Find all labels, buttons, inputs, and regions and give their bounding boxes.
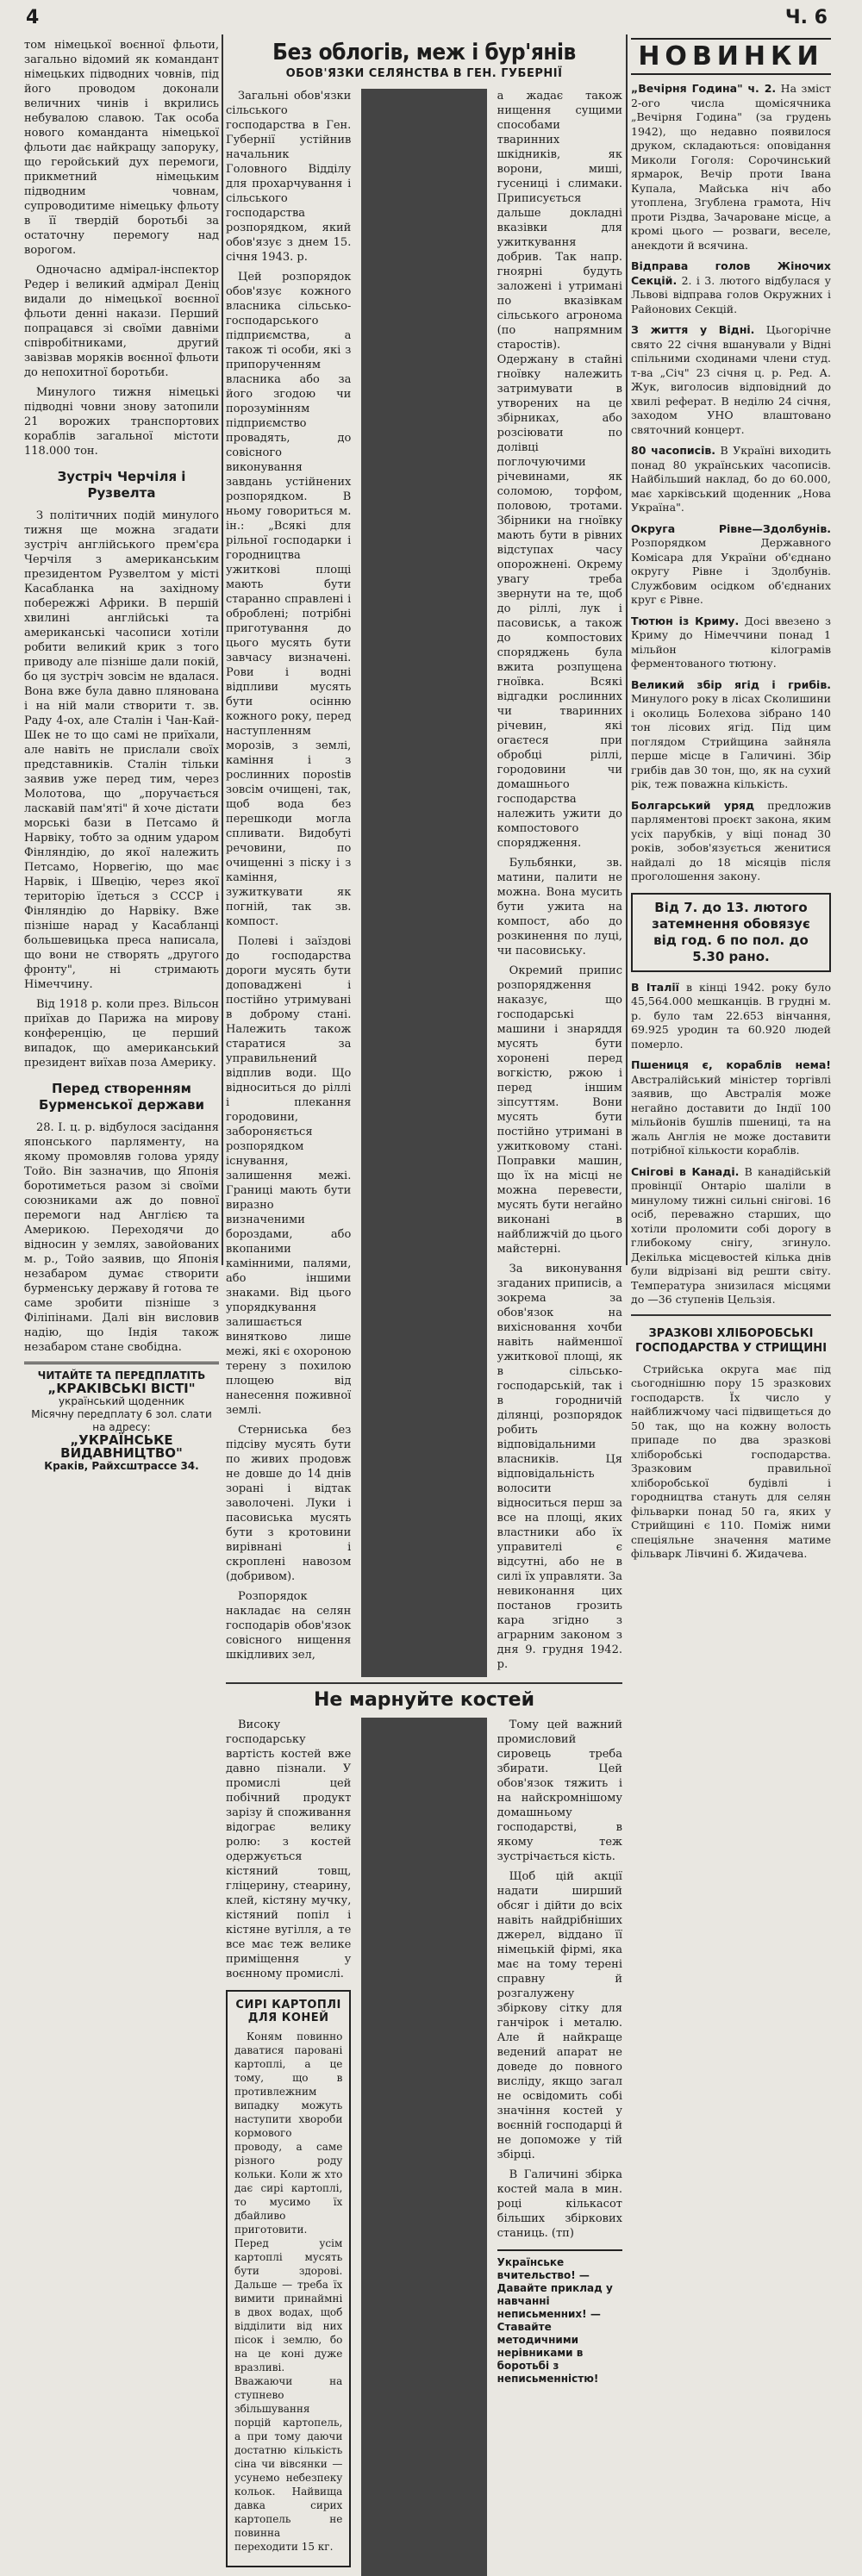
horizontal-rule <box>631 1314 831 1316</box>
headline-bones: Не марнуйте костей <box>313 1689 535 1711</box>
ad-title: „КРАКІВСЬКІ ВІСТІ" <box>47 1381 196 1396</box>
article-text: Щоб цій акції надати ширший обсяг і дійти до всіх навіть найдрібніших джерел, віддано її німецькій фірмі, яка має на тому терені справну й розгалужену збіркову сітку для ганчірок і металю. Але й найкраще ведений апарат не доведе до повного висліду, якщо загал не освідомить собі значіння костей у воєнній господарці й не допоможе у тій збірці. <box>497 1870 622 2161</box>
headline-potato: СИРІ КАРТОПЛІ ДЛЯ КОНЕЙ <box>235 1999 341 2024</box>
article-text: Тому цей важний промисловий сировець треба збирати. Цей обов'язок тяжить і на найскромнішому домашньому господарстві, в якому теж зустрічається кість. <box>497 1718 622 1863</box>
news-title: В Італії <box>631 980 679 994</box>
news-item <box>631 981 831 1052</box>
column-rule <box>222 34 223 1265</box>
news-item <box>631 522 831 608</box>
column-rule <box>361 1718 486 2576</box>
main-headline: Без облогів, меж і бур'янів <box>272 40 576 65</box>
article-col <box>226 1718 351 2576</box>
potato-box <box>226 1990 351 2567</box>
page-number: 4 <box>26 7 40 28</box>
news-text: В Україні виходить понад 80 українських часописів. Найбільший наклад, бо до 60.000, має харківський щоденник „Нова Україна". <box>631 444 832 514</box>
news-text: Цьогорічне свято 22 січня вшанували у Відні спільними сходинами члени студ. т-ва „Січ" 23 січня ц. р. Ред. А. Жук, виголосив відповідний до хвилі реферат. В неділю 24 січня, заходом УНО влаштовано святочний концерт. <box>631 323 831 436</box>
column-rule <box>626 34 628 1265</box>
news-item <box>631 678 831 792</box>
blackout-line: затемнення обовязує <box>652 915 810 932</box>
news-title: Снігові в Канаді. <box>631 1164 740 1178</box>
article-two-columns <box>226 89 622 1677</box>
article-text: Загальні обов'язки сільського господарства в Ген. Губернії устійнив начальник Головного Відділу для прохарчування і сільського господарства розпорядком, який обов'язує з днем 15. січня 1943. р. <box>226 90 352 264</box>
news-text: предложив парляментові проєкт закона, яким усіх парубків, у віці понад 30 років, зобов'язується женитися найдалі до 18 місяців після проголошення закону. <box>631 798 831 883</box>
article-text: В Галичині збірка костей мала в мин. році кількасот більших збіркових станиць. (тп) <box>497 2168 622 2240</box>
blackout-line: Від 7. до 13. лютого <box>654 899 808 915</box>
news-text: Розпорядком Державного Комісара для України об'єднано округу Рівне і Здолбунів. Службовим осідком об'єднаних круг є Рівне. <box>631 536 831 606</box>
news-title: Тютюн із Криму. <box>631 614 740 627</box>
article-text: Полеві і заїздові до господарства дороги мусять бути доповаджені і постійно утримувані в доброму стані. Належить також старатися за управильнений відплив води. Що відноситься до ріллі і плекання городовини, забороняється розпорядком існування, залишення межі. Границі мають бути виразно визначеними бороздами, або вкопаними камінними, палями, або іншими знаками. Від цього упорядкування залишається винятково лише межі, які є охороною терену з похилою площею від нанесення поживної землі. <box>226 935 352 1417</box>
article-col <box>497 1718 622 2576</box>
news-text: Австралійський міністер торгівлі заявив, що Австралія може негайно доставити до Індії 100 мільйонів бушлів пшениці, та на жаль Англія не може доставити потрібної кількости кораблів. <box>631 1072 831 1157</box>
news-text: в кінці 1942. року було 45,564.000 мешканців. В грудні м. р. було там 22.653 вінчання, 69.925 уродин та 60.920 людей померло. <box>631 980 831 1051</box>
news-item <box>631 323 831 437</box>
ad-address: Краків, Райхсштрассе 34. <box>44 1460 199 1472</box>
article-text: Стерниська без підсіву мусять бути по живих продовж не довше до 14 днів зорані і відтак заволочені. Луки і пасовиська мусять бути з кротовини вирівнані і скроплені навозом (добривом). <box>226 1424 352 1583</box>
article-text: Окремий припис розпорядження наказує, що господарські машини і знаряддя мусять бути хоронені перед вогкістю, ржою і перед іншим зіпсуттям. Вони мусять бути постійно утримані в ужитковому стані. Поправки машин, що їх на місці не можна перевести, мусять бути негайно виконані в найближчій до цього майстерні. <box>497 964 622 1256</box>
news-text: 2. і 3. лютого відбулася у Львові відправа голов Окружних і Районових Секцій. <box>631 273 831 315</box>
headline-farms: ЗРАЗКОВІ ХЛІБОРОБСЬКІ ГОСПОДАРСТВА У СТРИЩИНІ <box>634 1326 828 1355</box>
article-text: З політичних подій минулого тижня ще можна згадати зустріч англійського прем'єра Черчіля з американським президентом Рузвелтом у місті Касабланка на західному побережжі Африки. В першій хвилині англійські та американські часописи хотіли робити великий крик з того приводу але пізніше дали покій, бо ця зустріч зовсім не вдалася. Вона вже була давно плянована і на ній мали створити т. зв. Раду 4-ох, але Сталін і Чан-Кай-Шек не то що самі не приїхали, але навіть не прислали своїх представників. Сталін тільки заявив уже перед тим, через Молотова, що „поручається ласкавій пам'яті" й хоче дістати морські бази в Петсамо й Нарвіку, тобто за одним ударом Фінляндію, до якої належить Петсамо, Норвегію, що має Нарвік, і Швецію, через якої територію їдеться з СССР і Фінляндію до Нарвіку. Вже пізніше нарад у Касабланці большевицька преса написала, що вони не створять „другого фронту", ні стримають Німеччину. <box>24 509 219 991</box>
news-text: Досі ввезено з Криму до Німеччини понад 1 мільйон кілограмів ферментованого тютюну. <box>631 614 831 670</box>
article-text: Розпорядок накладає на селян господарів обов'язок совісного нищення шкідливих зел, <box>226 1590 352 1662</box>
news-item <box>631 1165 831 1307</box>
ad-line: ЧИТАЙТЕ ТА ПЕРЕДПЛАТІТЬ <box>37 1369 206 1382</box>
article-text: Стрийська округа має під сьогоднішню пору 15 зразкових господарств. Їх число у найближчому часі підвищеться до 50 так, що на кожну волость припаде по два зразкові хліборобські господарства. Зразковим правильної хліборобської будівлі і городництва стануть для селян фільварки понад 50 га, яких у Стрийщині є 110. Поміж ними спеціяльне значення матиме фільварк Лівчині б. Жидачева. <box>631 1362 831 1560</box>
news-text: В канадійській провінції Онтаріо шаліли в минулому тижні сильні снігові. 16 осіб, переважно старших, що хотіли проломити собі дорогу в глибокому снігу, згинуло. Декілька місцевостей кілька днів були відрізані від решти світу. Температура знизилася місцями до —36 ступенів Цельзія. <box>631 1164 831 1306</box>
subscription-ad <box>24 1362 219 1473</box>
main-subheadline: ОБОВ'ЯЗКИ СЕЛЯНСТВА В ГЕН. ГУБЕРНІЇ <box>285 67 563 80</box>
blackout-line: від год. 6 по пол. до 5.30 рано. <box>653 932 809 964</box>
horizontal-rule <box>226 1682 622 1684</box>
article-col <box>226 89 351 1677</box>
article-text: том німецької воєнної фльоти, загально відомий як командант німецьких підводних човнів, під його проводом доконали величних чинів і вкрились небувалою славою. Так особа нового команданта німецької фльоти дає найкращу запоруку, що геройський дух перемоги, прикметний німецьким підводним човнам, супроводитиме німецьку фльоту в її твердій боротьбі за остаточну перемогу над ворогом. <box>24 39 219 257</box>
news-title: Болгарський уряд <box>631 798 755 812</box>
news-item <box>631 259 831 316</box>
article-two-columns <box>226 1718 622 2576</box>
news-text: На зміст 2-ого числа щомісячника „Вечірня Година" (за грудень 1942), що недавно появилося друком, складаються: оповідання Миколи Гоголя: Сорочинський ярмарок, Вечір проти Івана Купала, Майська ніч або утоплена, Згублена грамота, Ніч проти Різдва, Зачароване місце, а кромі цього — розваги, веселе, анекдоти й всячина. <box>631 82 831 252</box>
ad-publisher: „УКРАЇНСЬКЕ ВИДАВНИЦТВО" <box>60 1432 183 1461</box>
teachers-notice: Українське вчительство! — Давайте приклад у навчанні неписьменних! — Ставайте методичними нерівниками в боротьбі з неписьменністю! <box>497 2249 622 2386</box>
news-title: Округа Рівне—Здолбунів. <box>631 521 831 535</box>
article-text: 28. I. ц. р. відбулося засідання японського парляменту, на якому промовляв голова уряду Тойо. Він зазначив, що Японія боротиметься разом зі своїми союзниками аж до повної перемоги над Англією та Америкою. Переходячи до відносин у землях, завойованих м. р., Тойо заявив, що Японія незабаром думає створити бурменську державу й готова те саме зробити пізніше з Філіпінами. Далі він висловив надію, що Індія також незабаром стане свобідна. <box>24 1121 219 1354</box>
news-title: Пшениця є, кораблів нема! <box>631 1058 831 1071</box>
news-item <box>631 1058 831 1158</box>
article-col <box>497 89 622 1677</box>
news-text: Минулого року в лісах Сколишини і околиць Болехова зібрано 140 тон лісових ягід. Під цим поглядом Стрийщина зайняла перше місце в Галичині. Збір грибів дав 30 тон, що, як на сухий рік, теж поважна кількість. <box>631 692 831 790</box>
news-item <box>631 799 831 884</box>
article-text: а жадає також нищення сущими способами тваринних шкідників, як ворони, миші, гусениці і слимаки. Приписується дальше докладні вказівки для ужиткування добрив. Так напр. гноярні будуть заложені і утримані по вказівкам сільського агронома (по напрямним старостів). Одержану в стайні гноївку належить затримувати в утворених на це збірниках, або розсіювати по долівці поглочуючими річевинами, як соломою, торфом, половою, тротами. Збірники на гноївку мають бути в рівних відступах часу опорожнені. Окрему увагу треба звернути на те, щоб до ріллі, лук і пасовиськ, а також до компостових споряджень була вжита розпущена гноївка. Всякі відгадки рослинних чи тваринних річевин, які огаєтеся при обробці ріллі, городовини чи домашнього господарства належить ужити до компостового спорядження. <box>497 90 622 850</box>
headline-burma: Перед створенням Бурменської держави <box>38 1081 205 1113</box>
ad-line: Місячну передплату 6 зол. слати на адресу: <box>31 1408 212 1433</box>
article-text: Бульбянки, зв. матини, палити не можна. Вона мусить бути ужита на компост, або до розкинення по луці, чи пасовиську. <box>497 857 622 957</box>
news-item <box>631 444 831 515</box>
article-text: Одночасно адмірал-інспектор Редер і великий адмірал Деніц видали до німецької воєнної фльоти денні накази. Перший попрацався зі своїми давніми співробітниками, другий завізвав моряків воєнної фльоти до непохитної боротьби. <box>24 264 219 379</box>
news-title: Відправа голов Жіночих Секцій. <box>631 259 831 287</box>
news-title: 80 часописів. <box>631 444 716 457</box>
news-title: Великий збір ягід і грибів. <box>631 677 831 691</box>
article-text: Минулого тижня німецькі підводні човни знову затопили 21 ворожих транспортових кораблів загальної містоти 118.000 тон. <box>24 386 219 458</box>
article-text: Коням повинно даватися парованi картоплі, а це тому, що в противлежним випадку можуть наступити хвороби кормового проводу, а саме різного роду кольки. Коли ж хто дає сирі картоплі, то мусимо їх дбайливо приготовити. Перед усім картоплі мусять бути здорові. Дальше — треба їх вимити принаймні в двох водах, щоб відділити від них пісок і землю, бо на це коні дуже вразливі. Вважаючи на ступнево збільшування порцій картопель, а при тому даючи достатню кількість сіна чи вівсянки — усунемо небезпеку кольок. Найвища давка сирих картопель не повинна переходити 15 кг. <box>234 2030 343 2553</box>
column-center <box>226 38 622 2553</box>
column-rule <box>361 89 486 1677</box>
article-text: Високу господарську вартість костей вже давно пізнали. У промислі цей побічний продукт зарізу й споживання відограє велику ролю: з костей одержується кістяний товщ, гліцерину, стеарину, клей, кістяну мучку, кістяний попіл і кістяне вугілля, а те все має теж велике приміщення у воєнному промислі. <box>226 1718 352 1980</box>
news-item <box>631 614 831 671</box>
news-title: З життя у Відні. <box>631 323 755 336</box>
news-title: „Вечірня Година" ч. 2. <box>631 82 777 95</box>
ad-line: український щоденник <box>59 1395 184 1407</box>
news-header: НОВИНКИ <box>631 38 831 75</box>
headline-churchill: Зустріч Черчіля і Рузвелта <box>57 469 186 501</box>
news-item <box>631 82 831 253</box>
blackout-notice <box>631 893 831 972</box>
column-left <box>24 38 219 1472</box>
article-text: За виконування згаданих приписів, а зокрема за обов'язок на вихісновання хочби навіть найменшої ужиткової площі, як в сільсько-господарській, так і в городничій ділянці, розпорядок робить відповідальними власників. Ця відповідальність волосити відноситься перш за все на площі, яких властники або їх управителі є відсутні, або не в силі їх управляти. За невиконання цих постанов грозить кара згідно з аграрним законом з дня 9. грудня 1942. р. <box>497 1263 622 1671</box>
article-text: Цей розпорядок обов'язує кожного власника сільсько-господарського підприємства, а також ті особи, які з припорученням власника або за його згодою чи порозумінням підприємство провадять, до совісного виконування завдань устійнених розпорядком. В ньому говориться м. ін.: „Всякі для рільної господарки і городництва ужиткові площі мають бути старанно справлені і оброблені; потрібні приготування до цього мусять бути завчасу визначені. Рови і водні відпливи мусять бути осінню кожного року, перед наступленням морозів, з землі, каміння і з рослинних порostів зовсім очищені, так, щоб вода без перешкоди могла спливати. Видобуті речовини, по очищенні з піску і з каміння, зужиткувати як погній, так зв. компост. <box>226 271 352 928</box>
article-text: Від 1918 р. коли през. Вільсон приїхав до Парижа на мирову конференцію, це перший випадок, що американський президент виїхав поза Америку. <box>24 998 219 1070</box>
column-right <box>631 38 832 1560</box>
issue-label: Ч. 6 <box>784 7 828 28</box>
